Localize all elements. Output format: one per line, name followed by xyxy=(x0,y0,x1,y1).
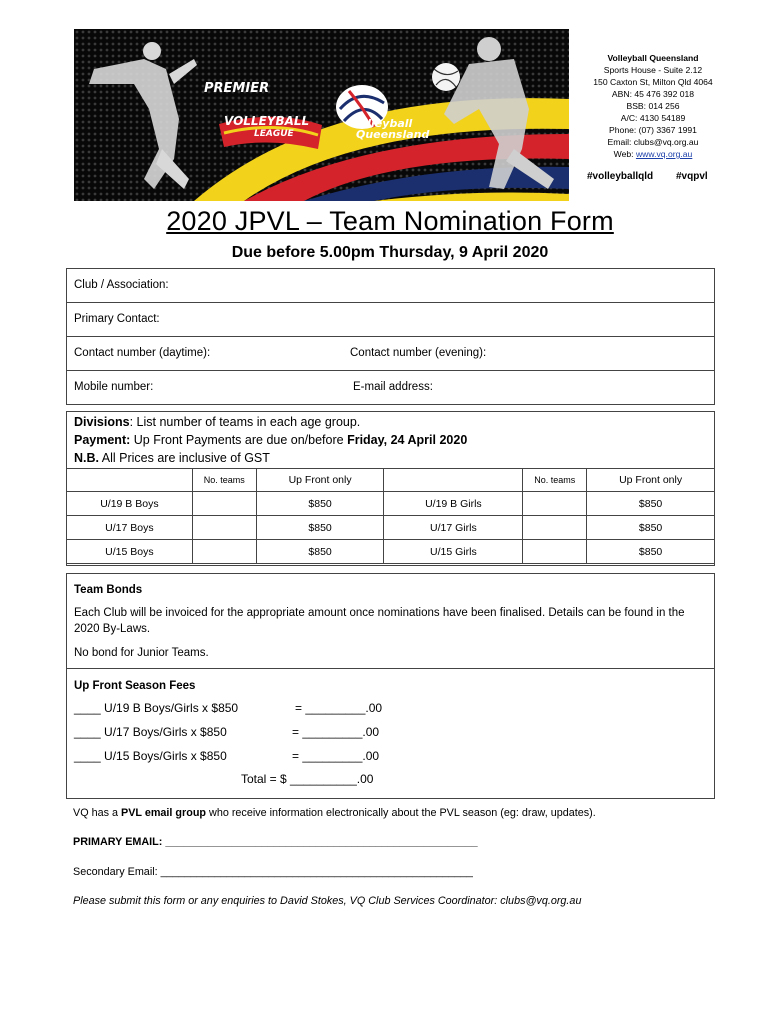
table-row xyxy=(67,540,715,564)
divisions-line xyxy=(74,413,467,431)
nb-line xyxy=(74,449,467,467)
division-name: U/17 Boys xyxy=(67,516,193,540)
volleyball-icon xyxy=(432,63,460,91)
pvl-logo-league: LEAGUE xyxy=(254,129,294,139)
contact-email: Email: clubs@vq.org.au xyxy=(607,137,699,147)
page-title: 2020 JPVL – Team Nomination Form xyxy=(166,206,614,236)
hashtag-vqpvl: #vqpvl xyxy=(676,171,708,182)
email-group-note xyxy=(73,805,596,821)
secondary-email-field[interactable]: Secondary Email: ____________________________________________________ xyxy=(73,866,473,878)
vq-logo-volleyball: Volleyball xyxy=(352,117,413,130)
nb-text: All Prices are inclusive of GST xyxy=(99,451,270,465)
contact-abn: ABN: 45 476 392 018 xyxy=(611,89,695,99)
banner-artwork xyxy=(74,29,569,201)
mobile-label: Mobile number: xyxy=(74,381,154,393)
divisions-intro xyxy=(74,413,467,467)
bonds-text: Each Club will be invoiced for the appropriate amount once nominations have been finalised. Details can be found in the 2020 By-Laws. xyxy=(74,607,685,635)
fee-line-amount[interactable]: = _________.00 xyxy=(292,749,380,763)
contact-web-label: Web: xyxy=(613,149,636,159)
divisions-table xyxy=(66,468,715,564)
header-blank xyxy=(384,469,523,492)
submit-note: Please submit this form or any enquiries to David Stokes, VQ Club Services Coordinator: clubs@vq.org.au xyxy=(73,895,582,907)
header-up-front: Up Front only xyxy=(587,469,715,492)
contact-web-link[interactable]: www.vq.org.au xyxy=(635,149,693,159)
fee-line-label[interactable]: ____ U/15 Boys/Girls x $850 xyxy=(74,749,227,763)
division-price: $850 xyxy=(587,540,715,564)
teams-input[interactable] xyxy=(192,492,256,516)
contact-address2: 150 Caxton St, Milton Qld 4064 xyxy=(593,77,713,87)
header-up-front: Up Front only xyxy=(256,469,384,492)
mobile-email-row[interactable] xyxy=(66,370,715,405)
payment-line xyxy=(74,431,467,449)
table-row xyxy=(67,492,715,516)
divisions-label: Divisions xyxy=(74,415,130,429)
division-price: $850 xyxy=(587,492,715,516)
fee-line-amount[interactable]: = _________.00 xyxy=(295,701,383,715)
fee-line-label[interactable]: ____ U/19 B Boys/Girls x $850 xyxy=(74,701,239,715)
bonds-heading: Team Bonds xyxy=(74,584,143,596)
header-banner xyxy=(74,29,569,201)
table-header-row xyxy=(67,469,715,492)
club-label: Club / Association: xyxy=(74,279,169,291)
due-date: Due before 5.00pm Thursday, 9 April 2020 xyxy=(231,244,549,261)
division-price: $850 xyxy=(256,540,384,564)
header-blank xyxy=(67,469,193,492)
group-pre: VQ has a xyxy=(73,807,122,819)
teams-input[interactable] xyxy=(192,516,256,540)
fee-line-label[interactable]: ____ U/17 Boys/Girls x $850 xyxy=(74,725,227,739)
bonds-junior-text: No bond for Junior Teams. xyxy=(74,647,209,659)
division-name: U/19 B Boys xyxy=(67,492,193,516)
teams-input[interactable] xyxy=(523,492,587,516)
group-post: who receive information electronically about the PVL season (eg: draw, updates). xyxy=(206,807,596,819)
primary-contact-label: Primary Contact: xyxy=(74,313,160,325)
header-no-teams: No. teams xyxy=(523,469,587,492)
contact-web xyxy=(578,148,728,160)
vq-logo-queensland: Queensland xyxy=(356,128,430,141)
fees-heading: Up Front Season Fees xyxy=(74,680,196,692)
division-name: U/19 B Girls xyxy=(384,492,523,516)
group-bold: PVL email group xyxy=(121,807,207,819)
contact-details xyxy=(578,52,728,160)
divisions-text: : List number of teams in each age group. xyxy=(129,415,361,429)
hashtag-volleyballqld: #volleyballqld xyxy=(587,171,654,182)
teams-input[interactable] xyxy=(192,540,256,564)
contact-ac: A/C: 4130 54189 xyxy=(620,113,686,123)
payment-label: Payment: xyxy=(74,433,131,447)
payment-text: Up Front Payments are due on/before xyxy=(130,433,348,447)
club-row[interactable] xyxy=(66,268,715,303)
primary-email-field[interactable]: PRIMARY EMAIL: ____________________________________________________ xyxy=(73,836,478,848)
contact-phone: Phone: (07) 3367 1991 xyxy=(609,125,697,135)
contact-org: Volleyball Queensland xyxy=(607,53,699,63)
contact-day-label: Contact number (daytime): xyxy=(74,347,211,359)
teams-input[interactable] xyxy=(523,516,587,540)
pvl-logo-premier: PREMIER xyxy=(204,81,270,96)
primary-contact-row[interactable] xyxy=(66,302,715,337)
header-no-teams: No. teams xyxy=(192,469,256,492)
bonds-divider xyxy=(66,668,715,669)
contact-number-row[interactable] xyxy=(66,336,715,371)
division-price: $850 xyxy=(587,516,715,540)
teams-input[interactable] xyxy=(523,540,587,564)
contact-address1: Sports House - Suite 2.12 xyxy=(603,65,703,75)
email-label: E-mail address: xyxy=(353,381,433,393)
payment-date: Friday, 24 April 2020 xyxy=(347,433,468,447)
contact-evening-label: Contact number (evening): xyxy=(350,347,487,359)
division-price: $850 xyxy=(256,516,384,540)
contact-bsb: BSB: 014 256 xyxy=(626,101,680,111)
fee-total[interactable]: Total = $ __________.00 xyxy=(241,772,374,786)
table-row xyxy=(67,516,715,540)
division-name: U/15 Boys xyxy=(67,540,193,564)
division-name: U/17 Girls xyxy=(384,516,523,540)
pvl-logo-volleyball: VOLLEYBALL xyxy=(224,114,310,128)
fee-line-amount[interactable]: = _________.00 xyxy=(292,725,380,739)
nb-label: N.B. xyxy=(74,451,99,465)
division-name: U/15 Girls xyxy=(384,540,523,564)
division-price: $850 xyxy=(256,492,384,516)
